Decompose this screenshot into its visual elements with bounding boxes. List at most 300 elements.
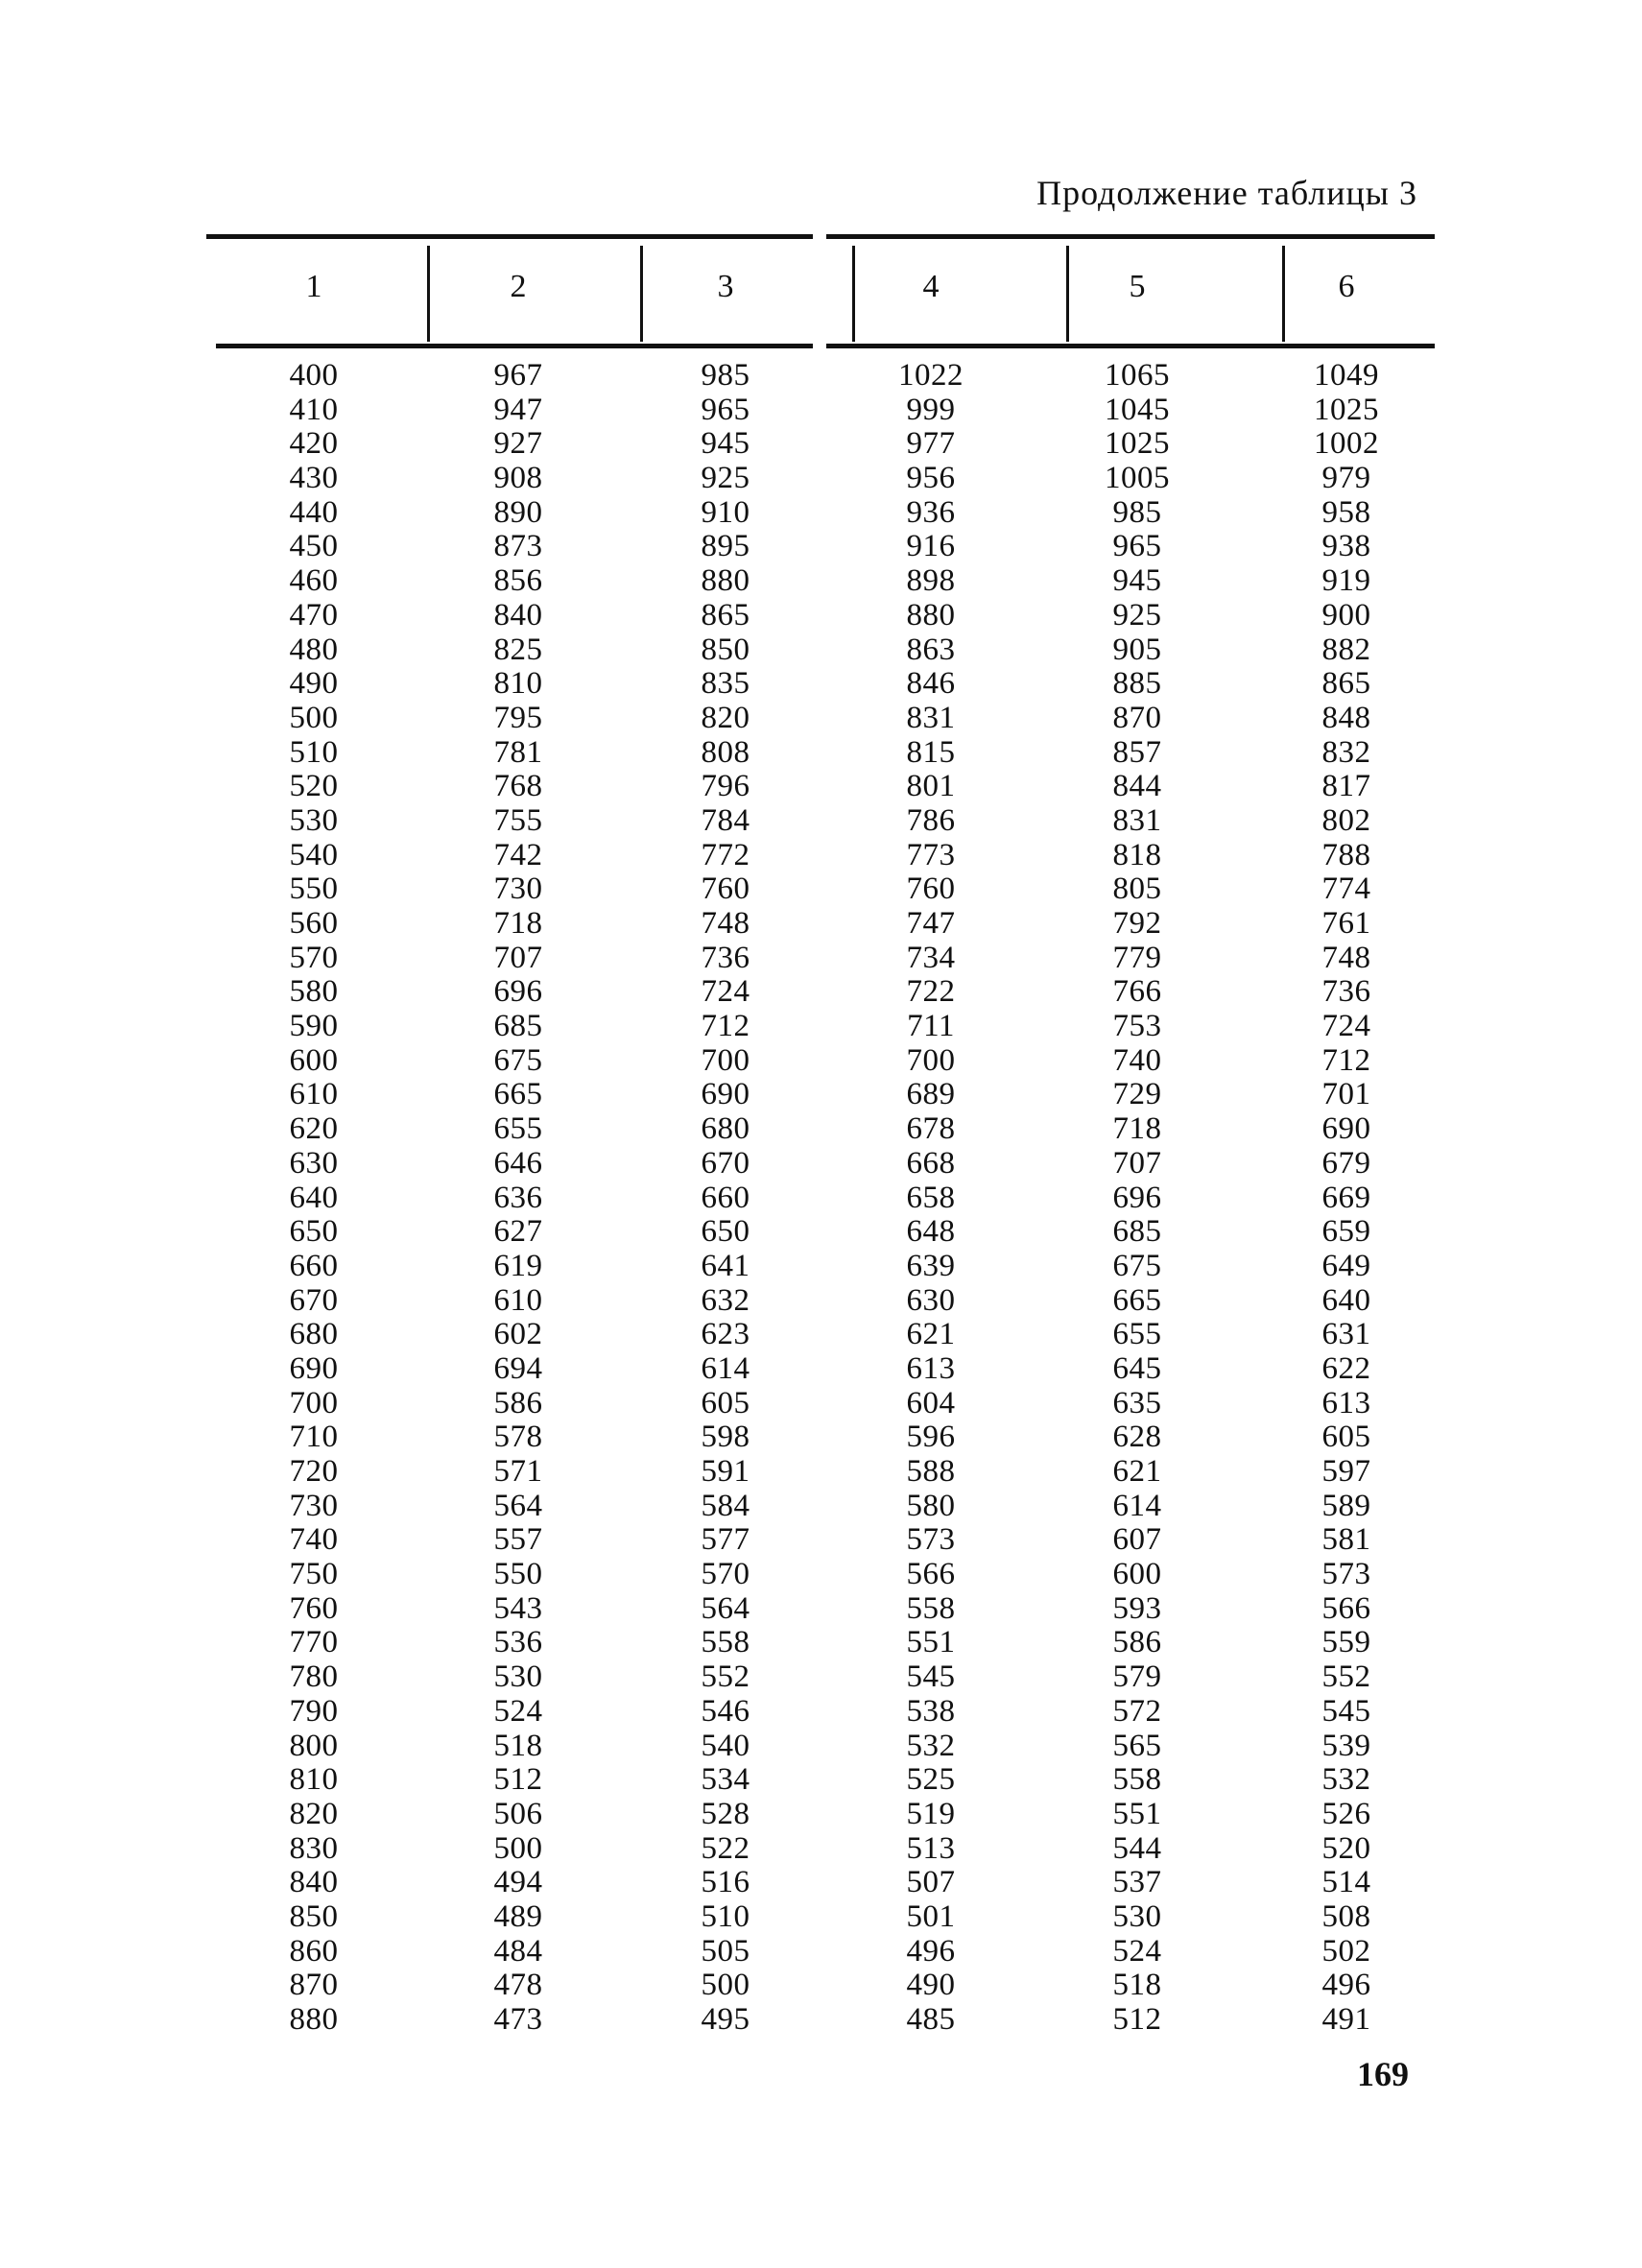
table-cell-col-2: 602 (493, 1317, 543, 1352)
table-cell-col-2: 543 (493, 1590, 543, 1626)
table-cell-col-6: 1002 (1314, 426, 1379, 462)
table-cell-col-5: 635 (1112, 1385, 1162, 1420)
table-cell-col-4: 831 (906, 700, 956, 735)
table-cell-col-1: 840 (289, 1865, 339, 1900)
table-cell-col-6: 605 (1321, 1420, 1371, 1455)
table-cell-col-3: 835 (701, 666, 750, 702)
table-cell-col-4: 956 (906, 461, 956, 496)
table-cell-col-2: 550 (493, 1557, 543, 1592)
table-cell-col-4: 846 (906, 666, 956, 702)
table-row (0, 1387, 1642, 1421)
table-cell-col-3: 808 (701, 734, 750, 770)
table-cell-col-1: 760 (289, 1590, 339, 1626)
table-cell-col-3: 641 (701, 1248, 750, 1283)
table-cell-col-3: 700 (701, 1042, 750, 1078)
table-cell-col-3: 528 (701, 1796, 750, 1831)
table-cell-col-3: 546 (701, 1693, 750, 1729)
header-rule-right (826, 344, 1435, 348)
table-cell-col-5: 551 (1112, 1796, 1162, 1831)
table-cell-col-3: 850 (701, 632, 750, 667)
table-cell-col-1: 810 (289, 1762, 339, 1798)
table-cell-col-5: 685 (1112, 1214, 1162, 1250)
table-row (0, 1078, 1642, 1112)
table-cell-col-2: 665 (493, 1077, 543, 1112)
table-cell-col-4: 485 (906, 2002, 956, 2037)
table-cell-col-1: 750 (289, 1557, 339, 1592)
table-row (0, 667, 1642, 702)
table-cell-col-1: 480 (289, 632, 339, 667)
table-cell-col-5: 1065 (1105, 358, 1170, 393)
table-cell-col-4: 898 (906, 563, 956, 599)
table-cell-col-1: 870 (289, 1968, 339, 2003)
table-cell-col-6: 679 (1321, 1145, 1371, 1181)
table-cell-col-1: 510 (289, 734, 339, 770)
table-cell-col-1: 640 (289, 1180, 339, 1215)
table-row (0, 1318, 1642, 1352)
table-cell-col-5: 945 (1112, 563, 1162, 599)
table-cell-col-2: 768 (493, 769, 543, 804)
table-cell-col-3: 614 (701, 1350, 750, 1386)
table-cell-col-3: 880 (701, 563, 750, 599)
table-cell-col-6: 552 (1321, 1659, 1371, 1695)
table-cell-col-2: 627 (493, 1214, 543, 1250)
table-row (0, 1352, 1642, 1387)
table-cell-col-6: 631 (1321, 1317, 1371, 1352)
table-cell-col-2: 694 (493, 1350, 543, 1386)
table-cell-col-5: 537 (1112, 1865, 1162, 1900)
table-row (0, 1044, 1642, 1079)
table-cell-col-6: 1025 (1314, 392, 1379, 427)
table-cell-col-4: 760 (906, 871, 956, 907)
table-cell-col-6: 748 (1321, 940, 1371, 975)
table-cell-col-6: 532 (1321, 1762, 1371, 1798)
table-cell-col-6: 701 (1321, 1077, 1371, 1112)
table-cell-col-1: 820 (289, 1796, 339, 1831)
table-cell-col-6: 545 (1321, 1693, 1371, 1729)
table-cell-col-2: 696 (493, 974, 543, 1010)
column-header-3: 3 (717, 269, 734, 304)
table-cell-col-4: 496 (906, 1933, 956, 1969)
table-cell-col-5: 818 (1112, 837, 1162, 872)
table-cell-col-4: 734 (906, 940, 956, 975)
table-row (0, 1626, 1642, 1660)
table-cell-col-5: 614 (1112, 1488, 1162, 1523)
table-cell-col-1: 670 (289, 1282, 339, 1318)
table-cell-col-2: 707 (493, 940, 543, 975)
table-cell-col-4: 532 (906, 1728, 956, 1763)
table-row (0, 1592, 1642, 1627)
table-row (0, 1112, 1642, 1147)
table-cell-col-1: 660 (289, 1248, 339, 1283)
column-divider (427, 246, 430, 342)
table-row (0, 633, 1642, 668)
table-cell-col-3: 505 (701, 1933, 750, 1969)
table-cell-col-2: 646 (493, 1145, 543, 1181)
table-row (0, 804, 1642, 839)
table-cell-col-5: 1025 (1105, 426, 1170, 462)
table-cell-col-1: 730 (289, 1488, 339, 1523)
table-cell-col-3: 760 (701, 871, 750, 907)
table-cell-col-6: 514 (1321, 1865, 1371, 1900)
table-cell-col-5: 675 (1112, 1248, 1162, 1283)
table-row (0, 1695, 1642, 1730)
table-cell-col-3: 712 (701, 1009, 750, 1044)
table-cell-col-1: 610 (289, 1077, 339, 1112)
table-row (0, 530, 1642, 564)
table-cell-col-3: 865 (701, 597, 750, 633)
table-cell-col-3: 985 (701, 358, 750, 393)
table-cell-col-5: 925 (1112, 597, 1162, 633)
table-row (0, 2003, 1642, 2038)
table-cell-col-3: 522 (701, 1830, 750, 1866)
table-cell-col-2: 494 (493, 1865, 543, 1900)
table-cell-col-5: 544 (1112, 1830, 1162, 1866)
table-cell-col-1: 470 (289, 597, 339, 633)
table-row (0, 1900, 1642, 1935)
table-cell-col-2: 655 (493, 1111, 543, 1147)
table-row (0, 1866, 1642, 1900)
table-cell-col-4: 566 (906, 1557, 956, 1592)
table-cell-col-2: 524 (493, 1693, 543, 1729)
table-cell-col-3: 605 (701, 1385, 750, 1420)
table-cell-col-4: 519 (906, 1796, 956, 1831)
table-cell-col-6: 817 (1321, 769, 1371, 804)
table-cell-col-1: 560 (289, 906, 339, 941)
table-cell-col-4: 525 (906, 1762, 956, 1798)
table-cell-col-6: 491 (1321, 2002, 1371, 2037)
table-cell-col-6: 581 (1321, 1522, 1371, 1558)
column-divider (1066, 246, 1069, 342)
table-row (0, 770, 1642, 804)
table-cell-col-6: 526 (1321, 1796, 1371, 1831)
table-cell-col-4: 711 (907, 1009, 955, 1044)
table-row (0, 1215, 1642, 1250)
table-cell-col-5: 565 (1112, 1728, 1162, 1763)
table-cell-col-5: 696 (1112, 1180, 1162, 1215)
table-cell-col-2: 530 (493, 1659, 543, 1695)
table-cell-col-2: 518 (493, 1728, 543, 1763)
table-cell-col-5: 792 (1112, 906, 1162, 941)
table-cell-col-1: 780 (289, 1659, 339, 1695)
table-cell-col-5: 645 (1112, 1350, 1162, 1386)
table-cell-col-6: 622 (1321, 1350, 1371, 1386)
table-cell-col-1: 550 (289, 871, 339, 907)
table-row (0, 1558, 1642, 1592)
table-cell-col-1: 690 (289, 1350, 339, 1386)
table-cell-col-4: 678 (906, 1111, 956, 1147)
table-cell-col-2: 512 (493, 1762, 543, 1798)
table-row (0, 1660, 1642, 1695)
table-cell-col-2: 781 (493, 734, 543, 770)
table-cell-col-1: 490 (289, 666, 339, 702)
table-cell-col-6: 802 (1321, 802, 1371, 838)
table-cell-col-3: 680 (701, 1111, 750, 1147)
table-cell-col-6: 712 (1321, 1042, 1371, 1078)
table-row (0, 942, 1642, 976)
table-cell-col-3: 690 (701, 1077, 750, 1112)
table-cell-col-3: 910 (701, 494, 750, 530)
table-cell-col-1: 570 (289, 940, 339, 975)
table-row (0, 1969, 1642, 2003)
table-cell-col-2: 506 (493, 1796, 543, 1831)
column-divider (640, 246, 643, 342)
table-cell-col-2: 908 (493, 461, 543, 496)
table-cell-col-2: 967 (493, 358, 543, 393)
table-cell-col-1: 800 (289, 1728, 339, 1763)
table-row (0, 1284, 1642, 1319)
table-row (0, 359, 1642, 394)
table-row (0, 1455, 1642, 1490)
table-row (0, 599, 1642, 633)
column-divider (1282, 246, 1285, 342)
table-row (0, 1182, 1642, 1216)
table-cell-col-6: 736 (1321, 974, 1371, 1010)
table-cell-col-4: 630 (906, 1282, 956, 1318)
table-cell-col-2: 730 (493, 871, 543, 907)
table-cell-col-4: 588 (906, 1454, 956, 1489)
table-cell-col-5: 870 (1112, 700, 1162, 735)
table-cell-col-4: 621 (906, 1317, 956, 1352)
table-row (0, 1250, 1642, 1284)
table-cell-col-4: 815 (906, 734, 956, 770)
table-row (0, 839, 1642, 873)
table-cell-col-1: 450 (289, 529, 339, 564)
table-cell-col-3: 584 (701, 1488, 750, 1523)
table-cell-col-4: 880 (906, 597, 956, 633)
table-cell-col-6: 788 (1321, 837, 1371, 872)
table-cell-col-2: 536 (493, 1625, 543, 1660)
table-cell-col-1: 850 (289, 1898, 339, 1934)
top-rule-right (826, 234, 1435, 239)
table-cell-col-5: 885 (1112, 666, 1162, 702)
table-cell-col-5: 857 (1112, 734, 1162, 770)
column-header-2: 2 (510, 269, 527, 304)
table-cell-col-5: 965 (1112, 529, 1162, 564)
table-cell-col-3: 558 (701, 1625, 750, 1660)
table-cell-col-5: 905 (1112, 632, 1162, 667)
table-row (0, 1490, 1642, 1524)
table-cell-col-6: 882 (1321, 632, 1371, 667)
table-cell-col-4: 801 (906, 769, 956, 804)
table-row (0, 1147, 1642, 1182)
table-cell-col-1: 580 (289, 974, 339, 1010)
table-cell-col-5: 707 (1112, 1145, 1162, 1181)
table-cell-col-6: 774 (1321, 871, 1371, 907)
table-cell-col-3: 965 (701, 392, 750, 427)
table-cell-col-1: 600 (289, 1042, 339, 1078)
table-cell-col-6: 566 (1321, 1590, 1371, 1626)
table-cell-col-6: 900 (1321, 597, 1371, 633)
table-cell-col-4: 490 (906, 1968, 956, 2003)
table-cell-col-6: 520 (1321, 1830, 1371, 1866)
table-cell-col-5: 985 (1112, 494, 1162, 530)
table-cell-col-6: 539 (1321, 1728, 1371, 1763)
table-cell-col-5: 665 (1112, 1282, 1162, 1318)
table-cell-col-6: 649 (1321, 1248, 1371, 1283)
table-cell-col-5: 579 (1112, 1659, 1162, 1695)
table-cell-col-5: 740 (1112, 1042, 1162, 1078)
table-cell-col-6: 958 (1321, 494, 1371, 530)
table-cell-col-6: 979 (1321, 461, 1371, 496)
table-cell-col-2: 636 (493, 1180, 543, 1215)
table-cell-col-6: 832 (1321, 734, 1371, 770)
page-number: 169 (1357, 2055, 1409, 2093)
table-cell-col-1: 880 (289, 2002, 339, 2037)
header-rule-left (216, 344, 813, 348)
table-cell-col-2: 473 (493, 2002, 543, 2037)
table-cell-col-6: 573 (1321, 1557, 1371, 1592)
table-cell-col-2: 873 (493, 529, 543, 564)
table-row (0, 564, 1642, 599)
column-divider (852, 246, 855, 342)
table-cell-col-2: 571 (493, 1454, 543, 1489)
table-row (0, 1798, 1642, 1832)
table-cell-col-3: 748 (701, 906, 750, 941)
table-cell-col-5: 600 (1112, 1557, 1162, 1592)
column-header-4: 4 (922, 269, 940, 304)
table-cell-col-5: 718 (1112, 1111, 1162, 1147)
table-cell-col-6: 669 (1321, 1180, 1371, 1215)
table-body (0, 359, 1642, 2038)
table-cell-col-2: 564 (493, 1488, 543, 1523)
table-row (0, 872, 1642, 907)
table-cell-col-4: 551 (906, 1625, 956, 1660)
table-cell-col-1: 520 (289, 769, 339, 804)
table-cell-col-5: 512 (1112, 2002, 1162, 2037)
table-cell-col-3: 510 (701, 1898, 750, 1934)
table-cell-col-1: 630 (289, 1145, 339, 1181)
table-row (0, 702, 1642, 736)
table-cell-col-1: 790 (289, 1693, 339, 1729)
table-cell-col-1: 770 (289, 1625, 339, 1660)
table-cell-col-4: 604 (906, 1385, 956, 1420)
table-cell-col-4: 501 (906, 1898, 956, 1934)
table-cell-col-2: 489 (493, 1898, 543, 1934)
table-cell-col-4: 722 (906, 974, 956, 1010)
table-cell-col-4: 916 (906, 529, 956, 564)
table-cell-col-3: 534 (701, 1762, 750, 1798)
table-cell-col-4: 668 (906, 1145, 956, 1181)
table-cell-col-3: 570 (701, 1557, 750, 1592)
table-cell-col-1: 620 (289, 1111, 339, 1147)
table-caption: Продолжение таблицы 3 (1036, 174, 1417, 212)
table-cell-col-5: 1005 (1105, 461, 1170, 496)
table-cell-col-2: 947 (493, 392, 543, 427)
table-cell-col-5: 655 (1112, 1317, 1162, 1352)
table-cell-col-1: 710 (289, 1420, 339, 1455)
top-rule-left (206, 234, 813, 239)
table-cell-col-6: 508 (1321, 1898, 1371, 1934)
table-cell-col-3: 650 (701, 1214, 750, 1250)
table-cell-col-1: 530 (289, 802, 339, 838)
table-cell-col-2: 755 (493, 802, 543, 838)
table-cell-col-6: 848 (1321, 700, 1371, 735)
table-cell-col-4: 513 (906, 1830, 956, 1866)
table-cell-col-4: 863 (906, 632, 956, 667)
table-row (0, 1010, 1642, 1044)
table-cell-col-1: 540 (289, 837, 339, 872)
table-cell-col-4: 786 (906, 802, 956, 838)
table-cell-col-2: 742 (493, 837, 543, 872)
table-cell-col-1: 460 (289, 563, 339, 599)
table-cell-col-4: 936 (906, 494, 956, 530)
table-cell-col-2: 718 (493, 906, 543, 941)
table-cell-col-1: 720 (289, 1454, 339, 1489)
table-cell-col-5: 530 (1112, 1898, 1162, 1934)
table-cell-col-6: 640 (1321, 1282, 1371, 1318)
table-cell-col-1: 680 (289, 1317, 339, 1352)
table-cell-col-5: 1045 (1105, 392, 1170, 427)
table-cell-col-1: 590 (289, 1009, 339, 1044)
table-cell-col-1: 500 (289, 700, 339, 735)
table-cell-col-2: 890 (493, 494, 543, 530)
table-cell-col-5: 518 (1112, 1968, 1162, 2003)
table-cell-col-4: 545 (906, 1659, 956, 1695)
table-cell-col-1: 440 (289, 494, 339, 530)
table-cell-col-4: 580 (906, 1488, 956, 1523)
table-cell-col-1: 650 (289, 1214, 339, 1250)
column-header-1: 1 (305, 269, 322, 304)
table-cell-col-4: 507 (906, 1865, 956, 1900)
table-cell-col-2: 578 (493, 1420, 543, 1455)
table-cell-col-4: 658 (906, 1180, 956, 1215)
table-cell-col-2: 856 (493, 563, 543, 599)
table-cell-col-6: 919 (1321, 563, 1371, 599)
table-cell-col-2: 619 (493, 1248, 543, 1283)
table-cell-col-5: 628 (1112, 1420, 1162, 1455)
table-cell-col-4: 558 (906, 1590, 956, 1626)
table-row (0, 496, 1642, 531)
table-cell-col-4: 689 (906, 1077, 956, 1112)
table-cell-col-2: 795 (493, 700, 543, 735)
table-cell-col-3: 945 (701, 426, 750, 462)
table-cell-col-6: 938 (1321, 529, 1371, 564)
table-cell-col-5: 753 (1112, 1009, 1162, 1044)
table-cell-col-3: 564 (701, 1590, 750, 1626)
table-cell-col-3: 495 (701, 2002, 750, 2037)
table-cell-col-3: 820 (701, 700, 750, 735)
table-cell-col-1: 410 (289, 392, 339, 427)
column-header-6: 6 (1338, 269, 1355, 304)
table-cell-col-2: 500 (493, 1830, 543, 1866)
table-row (0, 1730, 1642, 1764)
table-cell-col-3: 895 (701, 529, 750, 564)
table-cell-col-5: 593 (1112, 1590, 1162, 1626)
table-row (0, 462, 1642, 496)
table-row (0, 427, 1642, 462)
column-header-5: 5 (1129, 269, 1146, 304)
table-cell-col-2: 685 (493, 1009, 543, 1044)
table-cell-col-3: 724 (701, 974, 750, 1010)
table-cell-col-6: 659 (1321, 1214, 1371, 1250)
table-row (0, 1832, 1642, 1867)
table-cell-col-3: 516 (701, 1865, 750, 1900)
table-cell-col-5: 805 (1112, 871, 1162, 907)
table-cell-col-2: 586 (493, 1385, 543, 1420)
table-cell-col-1: 700 (289, 1385, 339, 1420)
table-cell-col-1: 430 (289, 461, 339, 496)
table-cell-col-4: 1022 (898, 358, 964, 393)
table-cell-col-2: 825 (493, 632, 543, 667)
table-cell-col-1: 420 (289, 426, 339, 462)
table-cell-col-4: 648 (906, 1214, 956, 1250)
table-cell-col-3: 784 (701, 802, 750, 838)
table-cell-col-2: 810 (493, 666, 543, 702)
table-cell-col-4: 573 (906, 1522, 956, 1558)
table-cell-col-1: 400 (289, 358, 339, 393)
table-cell-col-3: 796 (701, 769, 750, 804)
table-cell-col-1: 740 (289, 1522, 339, 1558)
